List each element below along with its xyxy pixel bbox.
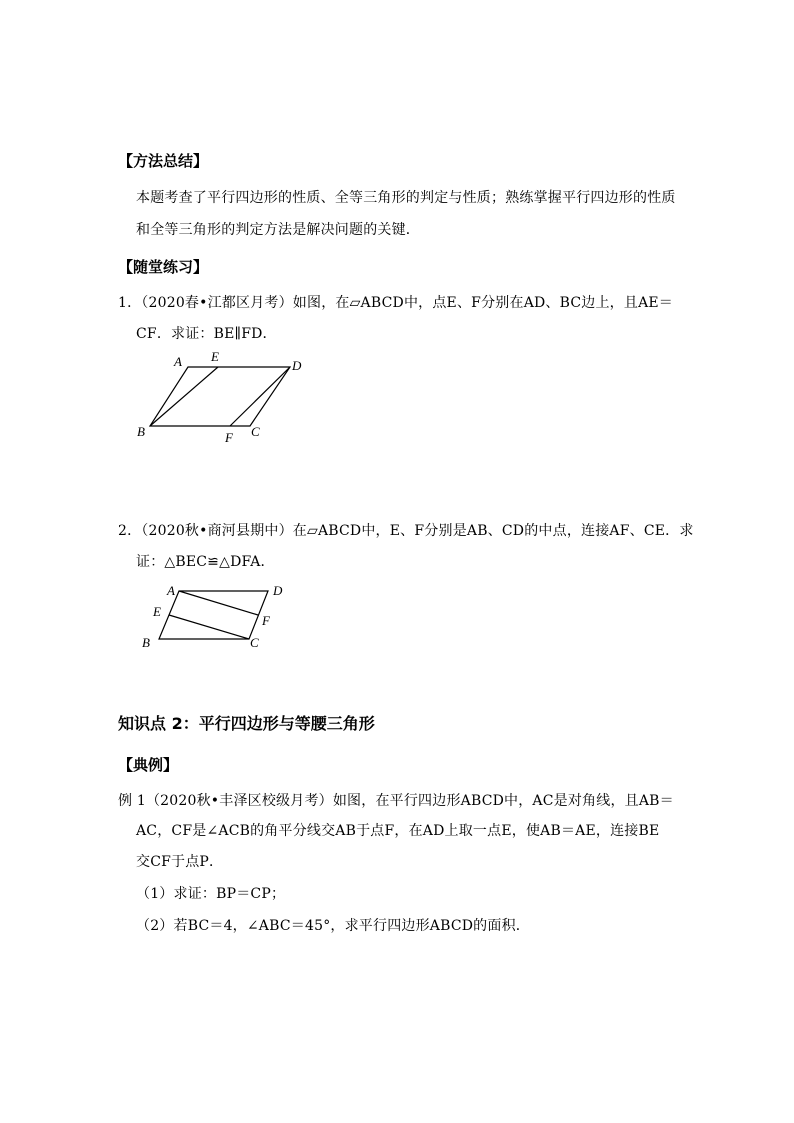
parallelogram-abcd bbox=[150, 367, 290, 426]
label-d: D bbox=[292, 358, 302, 373]
problem-1-figure bbox=[130, 348, 320, 448]
segment-ce bbox=[169, 615, 249, 639]
knowledge-point-heading: 知识点 2：平行四边形与等腰三角形 bbox=[118, 714, 375, 733]
problem-1-line-2: CF．求证：BE∥FD． bbox=[136, 326, 277, 342]
segment-fd bbox=[230, 367, 290, 426]
label-e: E bbox=[153, 604, 161, 619]
label-c: C bbox=[250, 635, 259, 650]
label-b: B bbox=[137, 424, 145, 439]
example-line-3: 交CF于点P． bbox=[136, 854, 224, 870]
label-a: A bbox=[174, 354, 182, 369]
example-part-1: （1）求证：BP＝CP； bbox=[136, 886, 286, 902]
practice-heading: 【随堂练习】 bbox=[118, 258, 209, 276]
example-part-2: （2）若BC＝4，∠ABC＝45°，求平行四边形ABCD的面积． bbox=[136, 918, 530, 934]
label-f: F bbox=[262, 613, 270, 628]
segment-be bbox=[150, 367, 218, 426]
example-line-1: 例 1（2020秋•丰泽区校级月考）如图，在平行四边形ABCD中，AC是对角线，且AB＝ bbox=[118, 793, 674, 809]
label-b: B bbox=[142, 635, 150, 650]
method-summary-heading: 【方法总结】 bbox=[118, 152, 209, 170]
problem-2-figure bbox=[136, 580, 296, 658]
label-f: F bbox=[225, 430, 233, 445]
problem-2-line-1: 2．（2020秋•商河县期中）在▱ABCD中，E、F分别是AB、CD的中点，连接AF、CE．求 bbox=[118, 523, 694, 539]
method-summary-line-1: 本题考查了平行四边形的性质、全等三角形的判定与性质；熟练掌握平行四边形的性质 bbox=[136, 190, 676, 206]
label-d: D bbox=[273, 583, 283, 598]
segment-af bbox=[179, 591, 258, 615]
problem-2-line-2: 证：△BEC≌△DFA． bbox=[136, 554, 275, 570]
parallelogram-abcd bbox=[159, 591, 268, 639]
problem-1-line-1: 1．（2020春•江都区月考）如图，在▱ABCD中，点E、F分别在AD、BC边上，且AE＝ bbox=[118, 295, 674, 311]
example-heading: 【典例】 bbox=[118, 756, 179, 774]
method-summary-line-2: 和全等三角形的判定方法是解决问题的关键． bbox=[136, 222, 420, 238]
label-c: C bbox=[251, 424, 260, 439]
label-e: E bbox=[211, 349, 219, 364]
example-line-2: AC，CF是∠ACB的角平分线交AB于点F，在AD上取一点E，使AB＝AE，连接BE bbox=[136, 823, 660, 839]
label-a: A bbox=[167, 583, 175, 598]
